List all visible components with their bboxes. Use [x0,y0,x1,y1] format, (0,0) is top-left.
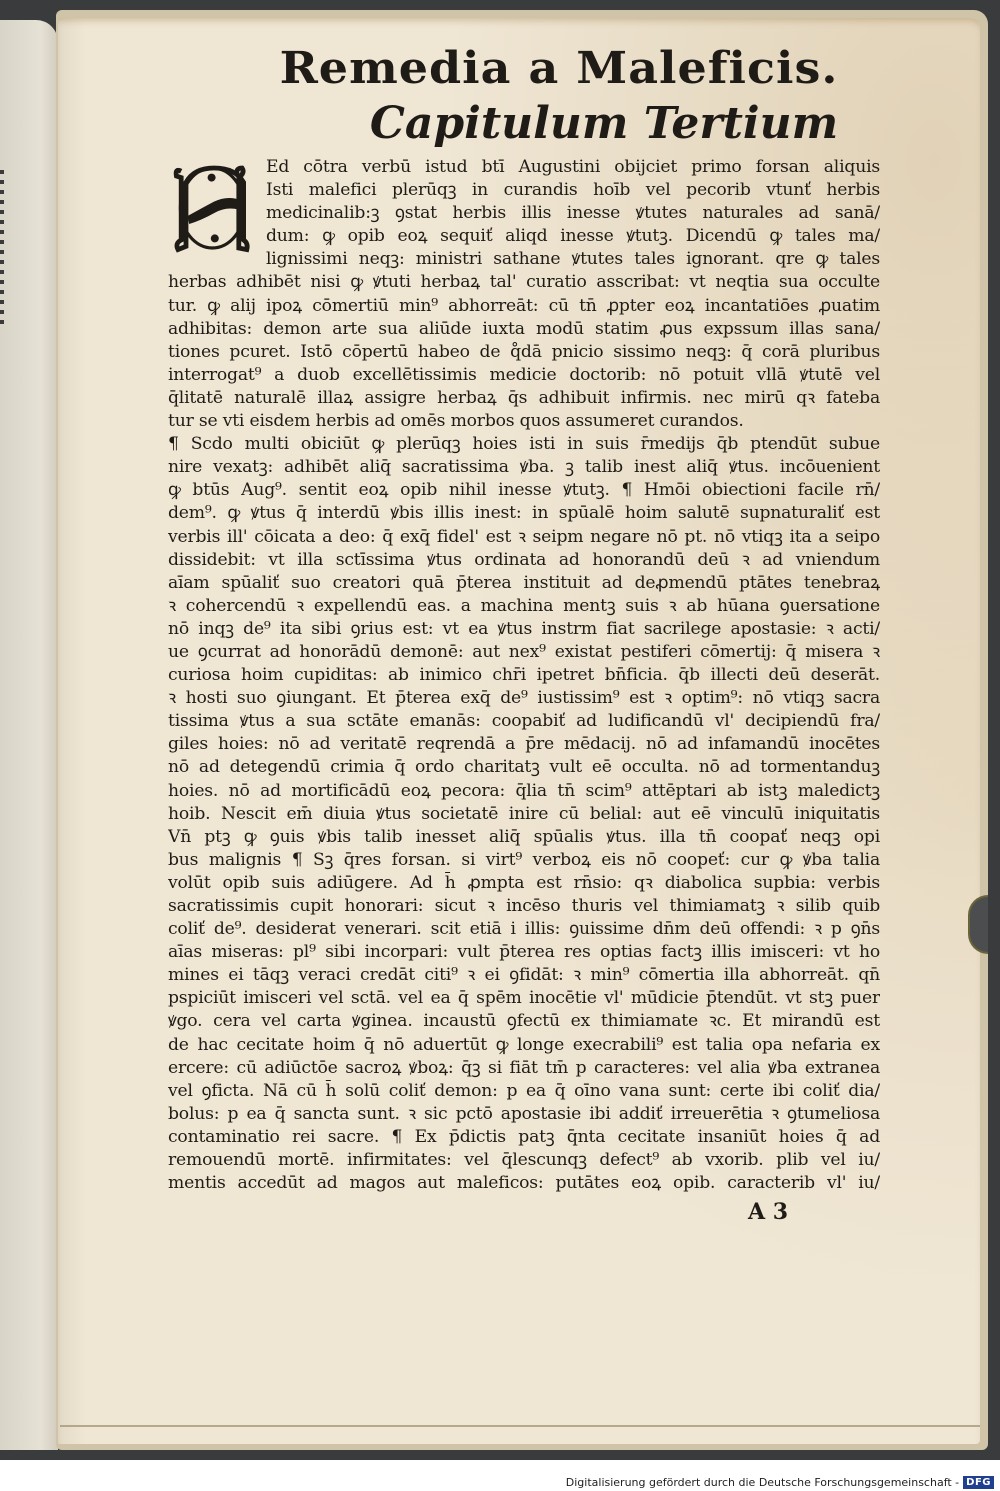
facing-page-print-bleed [0,170,4,330]
text-line: verbis ill' cōicata a deo: q̄ exq̄ fidel' est ꝛ seipm negare nō pt. nō vtiqꝫ ita a seipo [168,526,880,547]
text-line: tiones pcuret. Istō cōpertū habeo de q̊dā pnicio sissimo neqꝫ: q̄ corā pluribus [168,341,880,362]
chapter-heading: Capitulum Tertium [369,98,839,149]
text-line: curiosa hoim cupiditas: ab inimico chr̄i ipetret bn̄ficia. q̄b illecti deū deserāt. [168,665,880,686]
text-line: nire vexatꝫ: adhibēt aliq̄ sacratissima ꝟba. ꝫ talib inest aliq̄ ꝟtus. incōuenient [168,457,880,478]
text-line: dum: ꝙ opib eoꝝ sequiť aliqd inesse ꝟtutꝫ. Dicendū ꝙ tales ma/ [266,226,880,247]
text-line: Ed cōtra verbū istud btī Augustini obijciet primo forsan aliquis [266,157,880,177]
credit-text: Digitalisierung gefördert durch die Deutsche Forschungsgemeinschaft - [565,1475,960,1489]
text-line: dem⁹. ꝙ ꝟtus q̄ interdū ꝟbis illis inest: in spūalē hoim salutē supnaturaliť est [168,503,880,524]
text-line: sacratissimis cupit honorari: sicut ꝛ incēso thuris vel thimiamatꝫ ꝛ silib quib [168,896,880,916]
text-line: ¶ Scdo multi obiciūt ꝙ plerūqꝫ hoies isti in suis r̄medijs q̄b ptendūt subue [168,434,880,455]
text-line: nō ad detegendū crimia q̄ ordo charitatꝫ vult eē occulta. nō ad tormentanduꝫ [168,757,880,778]
text-line: adhibitas: demon arte sua aliūde iuxta modū statim ꝓus expssum illas sana/ [168,318,880,339]
text-line: ꝟgo. cera vel carta ꝟginea. incaustū ꝯfectū ex thimiamate ꝛc. Et mirandū est [168,1011,880,1032]
text-line: tur se vti eisdem herbis ad omēs morbos quos assumeret curandos. [168,411,744,432]
text-line: remouendū mortē. infirmitates: vel q̄lescunqꝫ defect⁹ ab vxorib. plib vel iu/ [168,1150,880,1171]
text-line: volūt opib suis adiūgere. Ad h̄ ꝓmpta est rn̄sio: qꝛ diabolica supbia: verbis [168,872,880,893]
digitization-credit [566,1474,994,1490]
text-line: giles hoies: nō ad veritatē reqrendā a p̄re mēdacij. nō ad infamandū inocētes [168,734,880,755]
text-line: ercere: cū adiūctōe sacroꝝ ꝟboꝝ: q̄ꝫ si fiāt tm̄ p caracteres: vel alia ꝟba extranea [168,1057,880,1078]
running-title: Remedia a Maleficis. [279,42,839,94]
signature-mark: A 3 [748,1199,789,1226]
dfg-logo-icon[interactable]: DFG [963,1476,994,1489]
text-line: dissidebit: vt illa sctīssima ꝟtus ordinata ad honorandū deū ꝛ ad vniendum [168,549,880,570]
text-line: de hac cecitate hoim q̄ nō aduertūt ꝙ longe execrabili⁹ est talia opa nefaria ex [168,1034,880,1055]
text-line: bus malignis ¶ Sꝫ q̄res forsan. si virt⁹ verboꝝ eis nō coopeť: cur ꝙ ꝟba talia [168,849,880,870]
text-line: aīam spūaliť suo creatori quā p̄terea instituit ad deꝓmendū ptātes tenebraꝝ [168,572,880,593]
text-line: Vn̄ ptꝫ ꝙ ꝯuis ꝟbis talib inesset aliq̄ spūalis ꝟtus. illa tn̄ coopať neqꝫ opi [168,826,880,847]
text-line: hoies. nō ad mortificādū eoꝝ pecora: q̄lia tn̄ scim⁹ attēptari ab istꝫ maledictꝫ [168,780,880,801]
text-line: ꝛ hosti suo ꝯiungant. Et p̄terea exq̄ de⁹ iustissim⁹ est ꝛ optim⁹: nō vtiqꝫ sacra [168,688,880,709]
facing-page-edge [0,20,58,1450]
book-clasp [968,895,988,954]
text-line: aīas miseras: pl⁹ sibi incorpari: vult p̄terea res optias factꝫ illis imisceri: vt ho [168,942,880,963]
text-line: pspiciūt imisceri vel sctā. vel ea q̄ spēm inocētie vl' mūdicie p̄tendūt. vt stꝫ puer [168,988,880,1009]
text-line: mines ei tāqꝫ veraci credāt citi⁹ ꝛ ei ꝯfidāt: ꝛ min⁹ cōmertia illa abhorreāt. qn̄ [168,965,880,986]
text-line: mentis accedūt ad magos aut maleficos: putātes eoꝝ opib. caracterib vl' iu/ [168,1173,880,1194]
text-line: vel ꝯficta. Nā cū h̄ solū coliť demon: p ea q̄ oīno vana sunt: certe ibi coliť dia/ [168,1080,880,1101]
page-content [168,40,880,1227]
text-line: tur. ꝙ alij ipoꝝ cōmertiū min⁹ abhorreāt: cū tn̄ ꝓpter eoꝝ incantatiōes ꝓuatim [168,295,880,316]
text-line: contaminatio rei sacre. ¶ Ex p̄dictis patꝫ q̄nta cecitate insaniūt hoies q̄ ad [168,1126,880,1147]
text-line: Isti malefici plerūqꝫ in curandis hoīb vel pecorib vtunť herbis [266,180,880,201]
text-line: coliť de⁹. desiderat venerari. scit etiā i illis: ꝯuissime dn̄m deū offendi: ꝛ p ꝯn̄s [168,919,880,940]
page-bottom-edge [60,1425,980,1427]
text-line: interrogat⁹ a duob excellētissimis medicie doctorib: nō potuit vllā ꝟtutē vel [168,364,880,385]
text-line: herbas adhibēt nisi ꝙ ꝟtuti herbaꝝ tal' curatio asscribat: vt neqtia sua occulte [168,272,880,293]
text-line: bolus: p ea q̄ sancta sunt. ꝛ sic pctō apostasie ibi addiť irreuerētia ꝛ ꝯtumeliosa [168,1103,880,1124]
body-text [168,156,880,1195]
text-line: hoib. Nescit em̄ diuia ꝟtus societatē inire cū belial: aut eē vinculū iniquitatis [168,803,880,824]
text-line: nō inqꝫ de⁹ ita sibi ꝯrius est: vt ea ꝟtus instrm fiat sacrilege apostasie: ꝛ acti/ [168,618,880,639]
text-line: ꝙ btūs Aug⁹. sentit eoꝝ opib nihil inesse ꝟtutꝫ. ¶ Hmōi obiectioni facile rn̄/ [168,480,880,501]
text-line: tissima ꝟtus a sua sctāte emanās: coopabiť ad ludificandū vl' decipiendū fra/ [168,711,880,732]
text-line: medicinalib:ꝫ ꝯstat herbis illis inesse ꝟtutes naturales ad sanā/ [266,203,880,224]
text-line: lignissimi neqꝫ: ministri sathane ꝟtutes tales ignorant. qre ꝙ tales [266,249,880,270]
text-line: ꝛ cohercendū ꝛ expellendū eas. a machina mentꝫ suis ꝛ ab hūana ꝯuersatione [168,595,880,616]
text-line: q̄litatē naturalē illaꝝ assigre herbaꝝ q̄s adhibuit infirmis. nec mirū qꝛ fateba [168,387,880,408]
text-line: ue ꝯcurrat ad honorādū demonē: aut nex⁹ existat pestiferi cōmertij: q̄ misera ꝛ [168,641,880,662]
decorated-initial-icon [168,160,260,256]
